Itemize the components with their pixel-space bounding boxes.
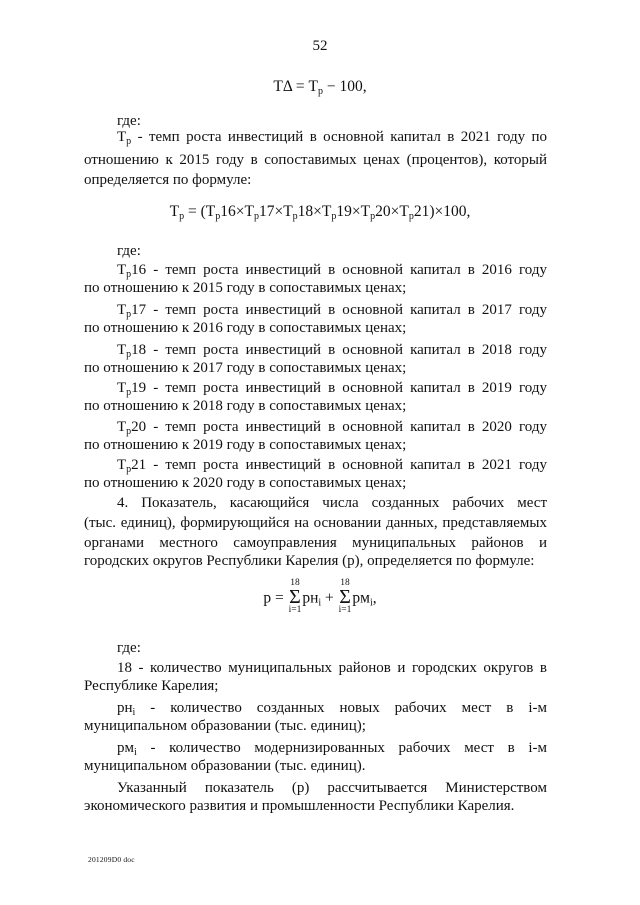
formula-tp-sub: p bbox=[215, 211, 221, 222]
def-18-line1: 18 - количество муниципальных районов и городских округов в bbox=[117, 660, 547, 676]
sigma-symbol: Σ bbox=[289, 585, 301, 608]
formula-tp-eq: = (T bbox=[184, 203, 216, 220]
year-item-19-line2: по отношению к 2018 году в сопоставимых ценах; bbox=[84, 398, 407, 414]
year-item-sub: p bbox=[126, 387, 132, 398]
year-item-symbol: T bbox=[117, 457, 127, 473]
formula-p-lhs: p = bbox=[263, 589, 288, 607]
where-label-2: где: bbox=[117, 243, 141, 259]
formula-tp-f21: 21)×100, bbox=[413, 203, 471, 220]
def-pn-sub: i bbox=[132, 707, 136, 718]
formula-tp-sub: p bbox=[179, 211, 185, 222]
year-item-num: 17 bbox=[131, 302, 147, 318]
formula-p bbox=[0, 578, 640, 617]
year-item-text: - темп роста инвестиций в основной капитал в 2018 году bbox=[146, 342, 547, 358]
year-item-sub: p bbox=[126, 349, 132, 360]
tp-definition-text: - темп роста инвестиций в основной капитал в 2021 году по bbox=[131, 129, 547, 145]
formula-td bbox=[0, 78, 640, 96]
year-item-text: - темп роста инвестиций в основной капитал в 2017 году bbox=[146, 302, 547, 318]
year-item-num: 16 bbox=[131, 262, 147, 278]
formula-td-sub: p bbox=[317, 86, 323, 97]
year-item-20-line2: по отношению к 2019 году в сопоставимых ценах; bbox=[84, 437, 407, 453]
def-pn-line2: муниципальном образовании (тыс. единиц); bbox=[84, 718, 366, 734]
year-item-symbol: T bbox=[117, 342, 127, 358]
def-pm-line1 bbox=[84, 739, 547, 759]
tp-definition-line2: отношению к 2015 году в сопоставимых ценах (процентов), который bbox=[84, 152, 547, 168]
formula-tp-sub: p bbox=[253, 211, 259, 222]
year-item-num: 18 bbox=[131, 342, 147, 358]
formula-tp-sub: p bbox=[408, 211, 414, 222]
year-item-sub: p bbox=[126, 464, 132, 475]
item4-line4: городских округов Республики Карелия (р), определяется по формуле: bbox=[84, 553, 535, 569]
year-item-17 bbox=[84, 301, 547, 321]
year-item-sub: p bbox=[126, 269, 132, 280]
year-item-sub: p bbox=[126, 309, 132, 320]
where-label-1: где: bbox=[117, 113, 141, 129]
def-pm-text: - количество модернизированных рабочих мест в i-м bbox=[136, 740, 547, 756]
formula-tp-t: T bbox=[169, 203, 180, 220]
def-pn-text: - количество созданных новых рабочих мест в i-м bbox=[135, 700, 547, 716]
sum-lower-limit: i=1 bbox=[338, 604, 352, 615]
year-item-text: - темп роста инвестиций в основной капитал в 2020 году bbox=[146, 419, 547, 435]
formula-tp-f17: 17×T bbox=[258, 203, 293, 220]
formula-p-plus: + bbox=[321, 589, 338, 607]
formula-tp-f19: 19×T bbox=[336, 203, 371, 220]
formula-tp-sub: p bbox=[370, 211, 376, 222]
formula-tp-sub: p bbox=[331, 211, 337, 222]
formula-tp-sub: p bbox=[292, 211, 298, 222]
year-item-symbol: T bbox=[117, 302, 127, 318]
sum-operator bbox=[289, 579, 302, 615]
sum-operator bbox=[339, 579, 352, 615]
year-item-21 bbox=[84, 456, 547, 476]
formula-td-rhs: − 100, bbox=[322, 78, 367, 95]
def-pn-line1 bbox=[84, 699, 547, 719]
tp-symbol-sub: p bbox=[126, 136, 132, 147]
formula-tp bbox=[0, 203, 640, 221]
final-line2: экономического развития и промышленности Республики Карелия. bbox=[84, 798, 515, 814]
where-label-3: где: bbox=[117, 640, 141, 656]
def-18-line2: Республике Карелия; bbox=[84, 678, 219, 694]
year-item-symbol: T bbox=[117, 419, 127, 435]
year-item-symbol: T bbox=[117, 262, 127, 278]
year-item-sub: p bbox=[126, 426, 132, 437]
def-pm-line2: муниципальном образовании (тыс. единиц). bbox=[84, 758, 366, 774]
formula-tp-f20: 20×T bbox=[375, 203, 409, 220]
year-item-num: 19 bbox=[131, 380, 147, 396]
def-pn-symbol: pн bbox=[117, 700, 133, 716]
final-line1: Указанный показатель (р) рассчитывается Министерством bbox=[117, 780, 547, 796]
year-item-text: - темп роста инвестиций в основной капитал в 2019 году bbox=[146, 380, 547, 396]
formula-p-sub2: i bbox=[369, 597, 373, 609]
formula-tp-f18: 18×T bbox=[297, 203, 332, 220]
sum-lower-limit: i=1 bbox=[288, 604, 302, 615]
year-item-16 bbox=[84, 261, 547, 281]
page-number: 52 bbox=[312, 38, 328, 54]
year-item-18-line2: по отношению к 2017 году в сопоставимых ценах; bbox=[84, 360, 407, 376]
year-item-text: - темп роста инвестиций в основной капитал в 2021 году bbox=[146, 457, 547, 473]
sigma-symbol: Σ bbox=[339, 585, 351, 608]
item4-line2: (тыс. единиц), формирующийся на основании данных, представляемых bbox=[84, 515, 547, 531]
footer-filename: 201209D0 doc bbox=[88, 855, 135, 864]
year-item-symbol: T bbox=[117, 380, 127, 396]
year-item-21-line2: по отношению к 2020 году в сопоставимых ценах; bbox=[84, 475, 407, 491]
formula-tp-f16: 16×T bbox=[220, 203, 254, 220]
formula-p-end: , bbox=[372, 589, 377, 607]
sum-upper-limit: 18 bbox=[290, 578, 300, 588]
formula-td-lhs: TΔ = T bbox=[273, 78, 318, 95]
item4-line1: 4. Показатель, касающийся числа созданных рабочих мест bbox=[117, 495, 547, 511]
year-item-num: 20 bbox=[131, 419, 147, 435]
year-item-18 bbox=[84, 341, 547, 361]
formula-p-term2: pм bbox=[352, 589, 370, 607]
year-item-16-line2: по отношению к 2015 году в сопоставимых ценах; bbox=[84, 280, 407, 296]
formula-p-term1: pн bbox=[302, 589, 319, 607]
year-item-num: 21 bbox=[131, 457, 147, 473]
tp-symbol: T bbox=[117, 129, 127, 145]
tp-definition-line3: определяется по формуле: bbox=[84, 172, 252, 188]
sum-upper-limit: 18 bbox=[340, 578, 350, 588]
tp-definition-line1 bbox=[84, 128, 547, 148]
def-pm-symbol: pм bbox=[117, 740, 134, 756]
def-pm-sub: i bbox=[134, 747, 137, 758]
year-item-text: - темп роста инвестиций в основной капитал в 2016 году bbox=[146, 262, 547, 278]
formula-p-sub1: i bbox=[318, 597, 322, 609]
year-item-19 bbox=[84, 379, 547, 399]
year-item-20 bbox=[84, 418, 547, 438]
item4-line3: органами местного самоуправления муниципальных районов и bbox=[84, 535, 547, 551]
year-item-17-line2: по отношению к 2016 году в сопоставимых ценах; bbox=[84, 320, 407, 336]
